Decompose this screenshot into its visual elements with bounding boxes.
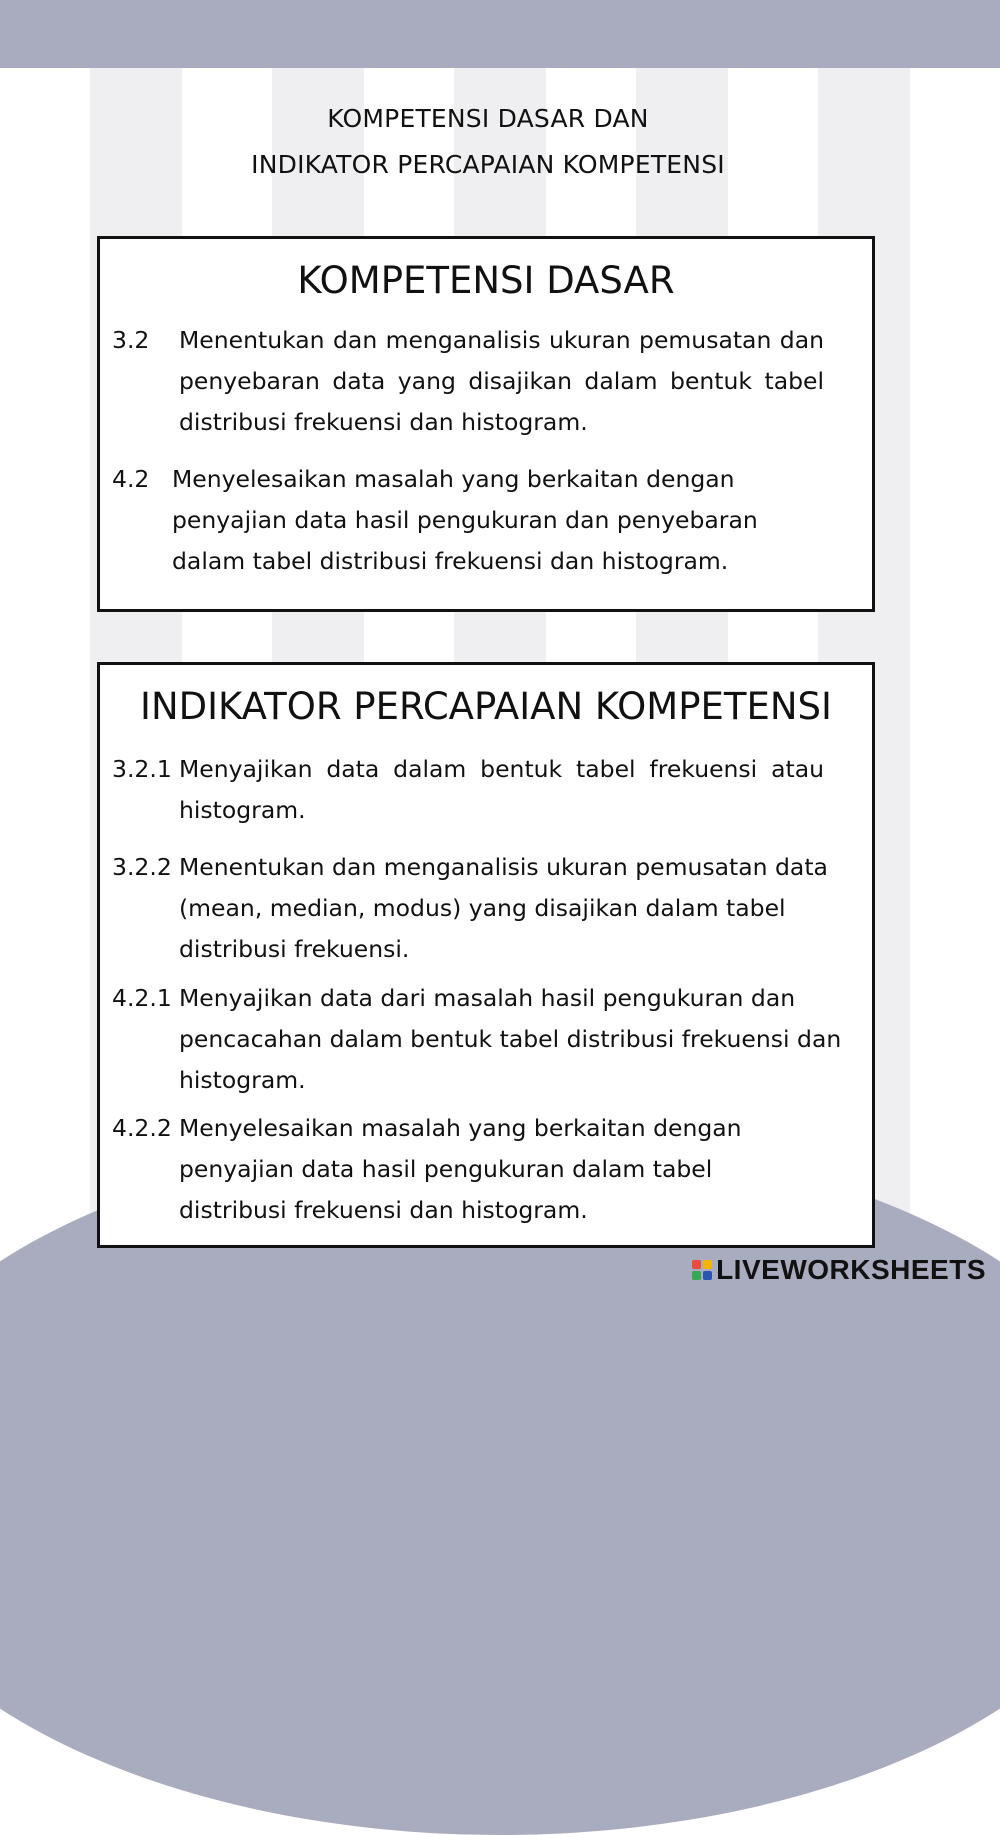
ipk-item-text: Menentukan dan menganalisis ukuran pemusatan data (mean, median, modus) yang disajikan dalam tabel distribusi frekuensi.	[179, 853, 828, 963]
ipk-item-number: 4.2.1	[112, 984, 172, 1012]
liveworksheets-logo-icon	[692, 1260, 712, 1280]
page-title-line-1: KOMPETENSI DASAR DAN	[327, 104, 649, 133]
kd-item-number: 4.2	[112, 465, 150, 493]
kompetensi-dasar-title: KOMPETENSI DASAR	[297, 259, 675, 302]
liveworksheets-logo-text: LIVEWORKSHEETS	[716, 1254, 986, 1285]
top-banner	[0, 0, 1000, 68]
liveworksheets-logo[interactable]	[692, 1254, 986, 1286]
ipk-item-text: Menyajikan data dari masalah hasil pengukuran dan pencacahan dalam bentuk tabel distribusi frekuensi dan histogram.	[179, 984, 842, 1094]
page-title-line-2: INDIKATOR PERCAPAIAN KOMPETENSI	[251, 150, 725, 179]
ipk-item-number: 3.2.1	[112, 755, 172, 783]
indikator-box	[97, 662, 875, 1248]
kd-item-text: Menyelesaikan masalah yang berkaitan dengan penyajian data hasil pengukuran dan penyebaran dalam tabel distribusi frekuensi dan histogram.	[172, 465, 758, 575]
kd-item-number: 3.2	[112, 326, 150, 354]
kompetensi-dasar-box	[97, 236, 875, 612]
indikator-title: INDIKATOR PERCAPAIAN KOMPETENSI	[140, 685, 832, 728]
ipk-item-number: 3.2.2	[112, 853, 172, 881]
kd-item-text: Menentukan dan menganalisis ukuran pemusatan dan penyebaran data yang disajikan dalam bentuk tabel distribusi frekuensi dan histogram.	[179, 326, 824, 436]
ipk-item-text: Menyelesaikan masalah yang berkaitan dengan penyajian data hasil pengukuran dalam tabel distribusi frekuensi dan histogram.	[179, 1114, 742, 1224]
ipk-item-number: 4.2.2	[112, 1114, 172, 1142]
page-title	[0, 96, 976, 188]
ipk-item-text: Menyajikan data dalam bentuk tabel frekuensi atau histogram.	[179, 755, 824, 824]
